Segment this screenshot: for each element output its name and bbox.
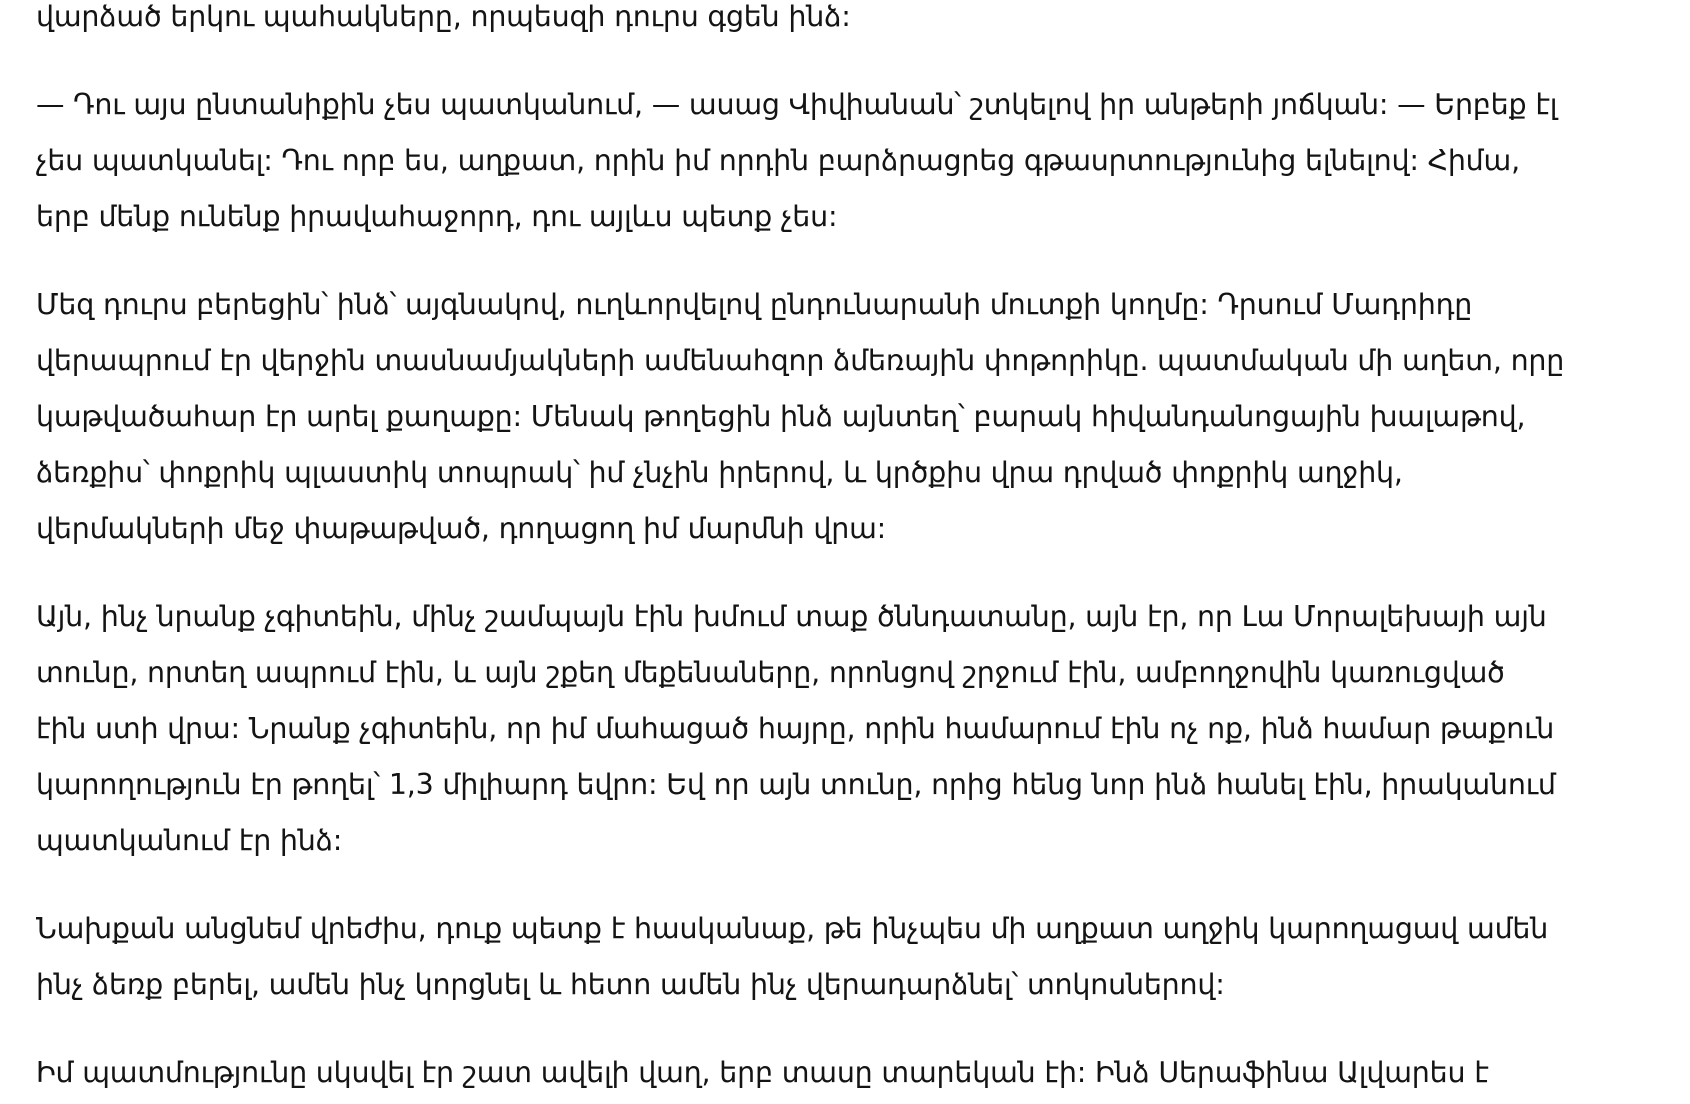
text-line: կաթվածահար էր արել քաղաքը: Մենակ թողեցին ինձ այնտեղ՝ բարակ հիվանդանոցային խալաթով, [36, 400, 1526, 433]
text-line: կարողություն էր թողել՝ 1,3 միլիարդ եվրո: Եվ որ այն տունը, որից հենց նոր ինձ հանել էին, իրականում [36, 768, 1556, 801]
text-line: վարձած երկու պահակները, որպեսզի դուրս գցեն ինձ: [36, 0, 851, 33]
text-line: պատկանում էր ինձ: [36, 824, 343, 857]
text-line: Նախքան անցնեմ վրեժիս, դուք պետք է հասկանաք, թե ինչպես մի աղքատ աղջիկ կարողացավ ամեն [36, 912, 1549, 945]
text-line: Մեզ դուրս բերեցին՝ ինձ՝ այգնակով, ուղևորվելով ընդունարանի մուտքի կողմը: Դրսում Մադրիդը [36, 288, 1473, 321]
paragraph-6 [36, 1045, 1636, 1101]
paragraph-4 [36, 589, 1636, 869]
paragraph-3 [36, 277, 1636, 557]
text-line: երբ մենք ունենք իրավահաջորդ, դու այլևս պետք չես: [36, 200, 838, 233]
paragraph-1 [36, 0, 1636, 45]
text-line: Այն, ինչ նրանք չգիտեին, մինչ շամպայն էին խմում տաք ծննդատանը, այն էր, որ Լա Մորալեխայի այն [36, 600, 1547, 633]
text-line: ինչ ձեռք բերել, ամեն ինչ կորցնել և հետո ամեն ինչ վերադարձնել՝ տոկոսներով: [36, 968, 1225, 1001]
text-line: տունը, որտեղ ապրում էին, և այն շքեղ մեքենաները, որոնցով շրջում էին, ամբողջովին կառուցված [36, 656, 1505, 689]
text-line: Իմ պատմությունը սկսվել էր շատ ավելի վաղ, երբ տասը տարեկան էի: Ինձ Սերաֆինա Ալվարես է [36, 1056, 1489, 1089]
text-line: էին ստի վրա: Նրանք չգիտեին, որ իմ մահացած հայրը, որին համարում էին ոչ ոք, ինձ համար թաքուն [36, 712, 1555, 745]
text-line: չես պատկանել: Դու որբ ես, աղքատ, որին իմ որդին բարձրացրեց գթասրտությունից ելնելով: Հիմա, [36, 144, 1520, 177]
article-body [36, 0, 1636, 1104]
text-line: — Դու այս ընտանիքին չես պատկանում, — ասաց Վիվիանան՝ շտկելով իր անթերի յոճկան: — Երբեք էլ [36, 88, 1558, 121]
paragraph-5 [36, 901, 1636, 1013]
paragraph-2 [36, 77, 1636, 245]
text-line: ձեռքիս՝ փոքրիկ պլաստիկ տոպրակ՝ իմ չնչին իրերով, և կրծքիս վրա դրված փոքրիկ աղջիկ, [36, 456, 1403, 489]
text-line: վերապրում էր վերջին տասնամյակների ամենահզոր ձմեռային փոթորիկը. պատմական մի աղետ, որը [36, 344, 1565, 377]
text-line: վերմակների մեջ փաթաթված, դողացող իմ մարմնի վրա: [36, 512, 887, 545]
